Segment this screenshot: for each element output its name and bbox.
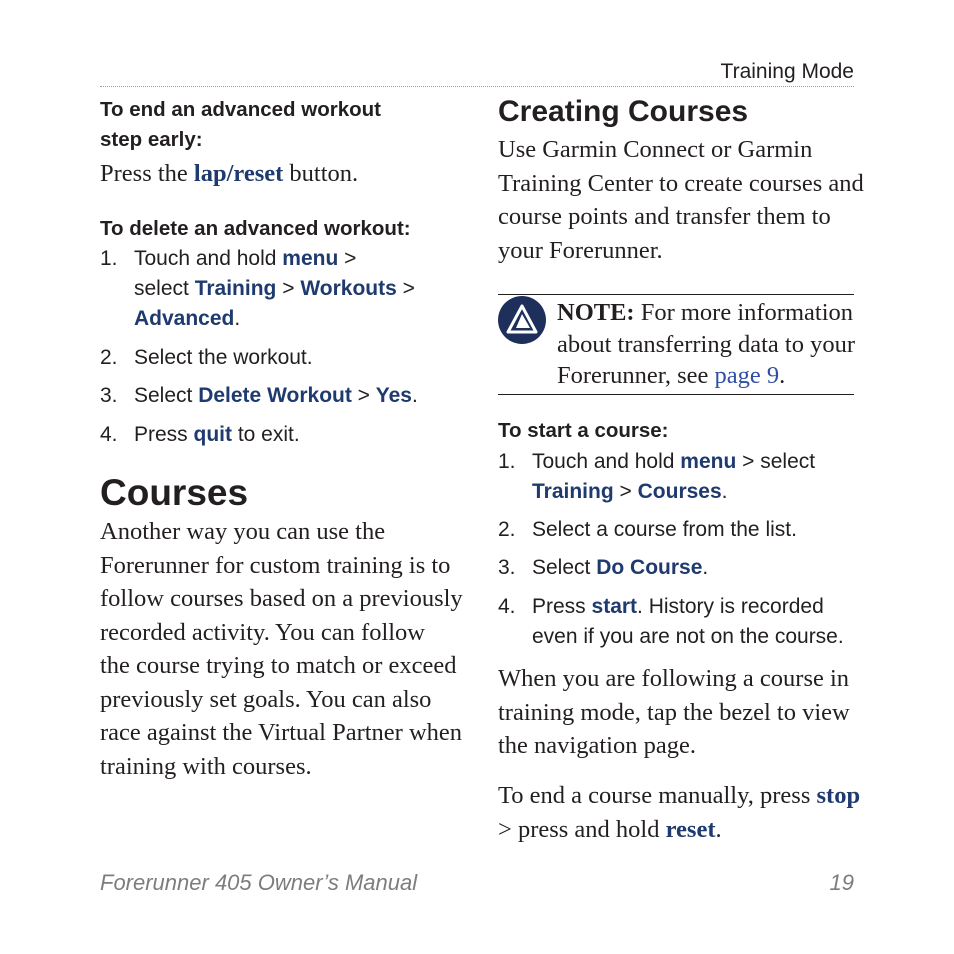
step-number: 3.: [498, 556, 516, 579]
text: .: [412, 384, 418, 407]
text: Touch and hold: [134, 247, 283, 270]
step-number: 3.: [100, 384, 118, 407]
text: Forerunner, see: [557, 362, 715, 389]
step-number: 4.: [498, 595, 516, 618]
note-text: [557, 297, 857, 392]
paragraph-line: Another way you can use the: [100, 518, 386, 545]
text: select: [134, 277, 195, 300]
paragraph-line: race against the Virtual Partner when: [100, 719, 463, 746]
text: . History is recorded: [637, 595, 824, 618]
text: .: [234, 307, 241, 330]
footer-manual-title: Forerunner 405 Owner’s Manual: [100, 870, 418, 895]
text: button.: [283, 160, 359, 187]
list-item: [100, 343, 460, 373]
running-header: Training Mode: [720, 60, 854, 83]
text: .: [715, 815, 722, 843]
step-text: Select a course from the list.: [532, 518, 797, 541]
step-text: even if you are not on the course.: [532, 625, 844, 648]
training-keyword: Training: [194, 277, 277, 300]
text: > press and hold: [498, 815, 666, 843]
paragraph-line: your Forerunner.: [498, 236, 663, 264]
step-number: 1.: [100, 247, 118, 270]
text: Touch and hold: [532, 450, 681, 473]
text: Press: [134, 423, 194, 446]
paragraph-line: follow courses based on a previously: [100, 585, 463, 612]
text: Press the: [100, 160, 194, 187]
text: .: [702, 556, 709, 579]
end-step-heading: [100, 95, 381, 155]
paragraph-line: training mode, tap the bezel to view: [498, 698, 850, 726]
end-course-paragraph: [498, 779, 868, 846]
step-number: 4.: [100, 423, 118, 446]
header-divider: [100, 86, 854, 87]
list-item: [100, 381, 460, 411]
end-step-text: [100, 157, 358, 191]
heading-line: To end an advanced workout: [100, 98, 381, 121]
start-course-heading: To start a course:: [498, 419, 669, 442]
text: .: [721, 480, 728, 503]
list-item: [100, 420, 460, 450]
menu-keyword: menu: [282, 247, 339, 270]
list-item: [498, 592, 858, 652]
advanced-keyword: Advanced: [134, 307, 235, 330]
following-paragraph: [498, 662, 868, 763]
text: >: [338, 247, 357, 270]
menu-keyword: menu: [680, 450, 737, 473]
text: to exit.: [232, 423, 300, 446]
text: Select: [134, 384, 199, 407]
creating-paragraph: [498, 133, 868, 267]
text: For more information: [634, 299, 854, 326]
paragraph-line: course points and transfer them to: [498, 203, 831, 230]
text: .: [779, 362, 786, 389]
paragraph-line: the course trying to match or exceed: [100, 652, 457, 679]
lap-reset-keyword: lap/reset: [193, 160, 284, 187]
paragraph-line: training with courses.: [100, 752, 312, 780]
quit-keyword: quit: [193, 423, 232, 446]
note-icon: [498, 296, 546, 344]
do-course-keyword: Do Course: [596, 556, 703, 579]
training-keyword: Training: [532, 480, 614, 503]
text: To end a course manually, press: [498, 782, 817, 809]
note-label: NOTE:: [557, 299, 635, 326]
start-keyword: start: [591, 595, 638, 618]
reset-keyword: reset: [665, 815, 716, 843]
section-title-courses: Courses: [100, 472, 249, 513]
courses-paragraph: [100, 515, 470, 783]
text: >: [396, 277, 415, 300]
paragraph-line: When you are following a course in: [498, 665, 850, 692]
list-item: [498, 515, 858, 545]
page-9-link[interactable]: page 9: [714, 362, 780, 389]
text: Press: [532, 595, 592, 618]
step-number: 1.: [498, 450, 516, 473]
step-text: Select the workout.: [134, 346, 313, 369]
yes-keyword: Yes: [375, 384, 412, 407]
paragraph-line: the navigation page.: [498, 732, 696, 759]
paragraph-line: Forerunner for custom training is to: [100, 551, 451, 579]
note-line: about transferring data to your: [557, 330, 855, 358]
heading-line: step early:: [100, 128, 203, 151]
paragraph-line: previously set goals. You can also: [100, 685, 432, 713]
workouts-keyword: Workouts: [300, 277, 397, 300]
paragraph-line: Training Center to create courses and: [498, 169, 864, 197]
page-number: 19: [829, 870, 854, 895]
text: Select: [532, 556, 597, 579]
delete-workout-keyword: Delete Workout: [198, 384, 352, 407]
section-title-creating-courses: Creating Courses: [498, 95, 749, 128]
step-number: 2.: [498, 518, 516, 541]
paragraph-line: Use Garmin Connect or Garmin: [498, 136, 813, 163]
list-item: [498, 447, 858, 507]
step-number: 2.: [100, 346, 118, 369]
list-item: [100, 244, 460, 336]
stop-keyword: stop: [816, 782, 861, 809]
text: > select: [736, 450, 816, 473]
delete-workout-heading: To delete an advanced workout:: [100, 217, 411, 240]
text: >: [351, 384, 376, 407]
list-item: [498, 553, 858, 583]
courses-keyword: Courses: [637, 480, 722, 503]
text: >: [613, 480, 638, 503]
paragraph-line: recorded activity. You can follow: [100, 618, 425, 646]
text: >: [276, 277, 301, 300]
